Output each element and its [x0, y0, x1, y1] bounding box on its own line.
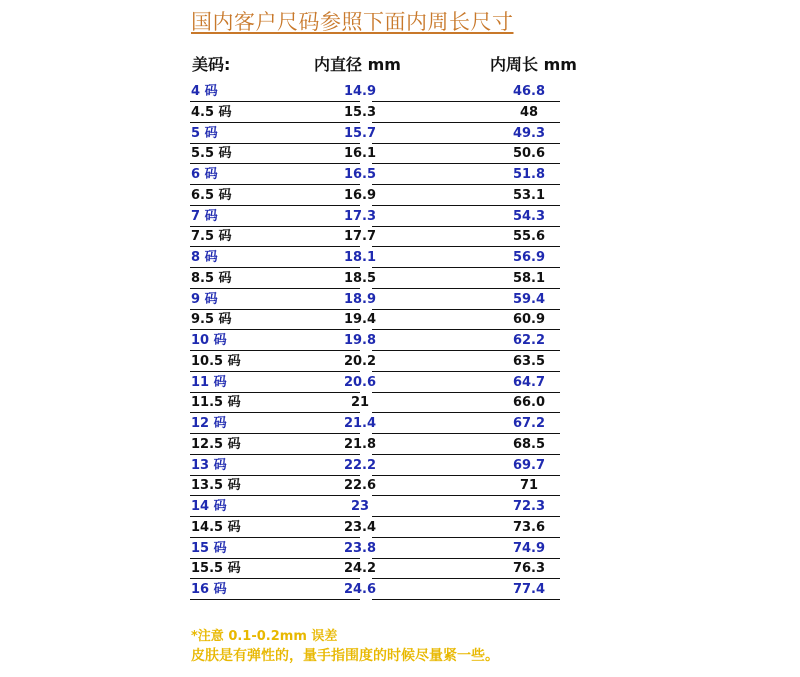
- row-underline-right: [372, 537, 560, 538]
- diameter-cell: 15.3: [343, 104, 377, 120]
- diameter-cell: 18.1: [343, 250, 377, 265]
- row-underline-right: [372, 350, 560, 351]
- table-row: [0, 125, 800, 145]
- size-cell: 14 码: [191, 499, 227, 514]
- circumference-cell: 62.2: [512, 333, 546, 348]
- circumference-cell: 48: [519, 104, 539, 120]
- size-cell: 6.5 码: [191, 187, 232, 203]
- diameter-cell: 23.4: [343, 519, 377, 535]
- circumference-cell: 49.3: [512, 125, 546, 141]
- row-underline-left: [190, 578, 360, 579]
- row-underline-left: [190, 122, 360, 123]
- row-underline-right: [372, 392, 560, 393]
- circumference-cell: 73.6: [512, 519, 546, 535]
- diameter-cell: 21.4: [343, 416, 377, 431]
- row-underline-right: [372, 433, 560, 434]
- circumference-cell: 67.2: [512, 416, 546, 431]
- table-row: [0, 581, 800, 601]
- diameter-cell: 19.8: [343, 333, 377, 348]
- size-cell: 10 码: [191, 333, 227, 348]
- row-underline-right: [372, 475, 560, 476]
- table-row: [0, 353, 800, 373]
- row-underline-left: [190, 537, 360, 538]
- diameter-cell: 23: [350, 499, 370, 514]
- diameter-cell: 20.6: [343, 374, 377, 390]
- row-underline-right: [372, 226, 560, 227]
- size-cell: 6 码: [191, 167, 218, 182]
- circumference-cell: 71: [519, 478, 539, 494]
- diameter-cell: 14.9: [343, 84, 377, 99]
- row-underline-left: [190, 184, 360, 185]
- table-row: [0, 394, 800, 414]
- size-cell: 8 码: [191, 250, 218, 265]
- table-row: [0, 83, 800, 103]
- row-underline-right: [372, 371, 560, 372]
- table-row: [0, 145, 800, 165]
- table-row: [0, 166, 800, 186]
- row-underline-right: [372, 309, 560, 310]
- row-underline-left: [190, 454, 360, 455]
- row-underline-left: [190, 309, 360, 310]
- measuring-tip: 皮肤是有弹性的，量手指围度的时候尽量紧一些。: [191, 648, 499, 664]
- circumference-cell: 77.4: [512, 582, 546, 597]
- table-row: [0, 498, 800, 518]
- size-cell: 15.5 码: [191, 561, 241, 577]
- table-row: [0, 415, 800, 435]
- row-underline-left: [190, 599, 360, 600]
- row-underline-left: [190, 371, 360, 372]
- table-row: [0, 374, 800, 394]
- row-underline-right: [372, 558, 560, 559]
- size-cell: 16 码: [191, 582, 227, 597]
- row-underline-right: [372, 184, 560, 185]
- size-cell: 10.5 码: [191, 353, 241, 369]
- size-cell: 15 码: [191, 540, 227, 556]
- circumference-cell: 46.8: [512, 84, 546, 99]
- page-title: 国内客户尺码参照下面内周长尺寸: [191, 10, 514, 34]
- row-underline-right: [372, 578, 560, 579]
- table-row: [0, 311, 800, 331]
- diameter-cell: 19.4: [343, 312, 377, 328]
- row-underline-left: [190, 495, 360, 496]
- tolerance-note: *注意 0.1-0.2mm 误差: [191, 629, 338, 644]
- circumference-cell: 60.9: [512, 312, 546, 328]
- row-underline-left: [190, 392, 360, 393]
- diameter-cell: 17.7: [343, 229, 377, 245]
- circumference-cell: 53.1: [512, 187, 546, 203]
- size-cell: 13.5 码: [191, 478, 241, 494]
- row-underline-left: [190, 163, 360, 164]
- circumference-cell: 54.3: [512, 208, 546, 224]
- row-underline-left: [190, 205, 360, 206]
- table-row: [0, 104, 800, 124]
- circumference-cell: 69.7: [512, 457, 546, 473]
- size-cell: 7.5 码: [191, 229, 232, 245]
- row-underline-left: [190, 101, 360, 102]
- table-row: [0, 270, 800, 290]
- circumference-cell: 58.1: [512, 270, 546, 286]
- row-underline-left: [190, 329, 360, 330]
- table-row: [0, 477, 800, 497]
- size-cell: 7 码: [191, 208, 218, 224]
- row-underline-left: [190, 288, 360, 289]
- diameter-cell: 23.8: [343, 540, 377, 556]
- diameter-cell: 18.9: [343, 291, 377, 307]
- circumference-cell: 66.0: [512, 395, 546, 411]
- size-cell: 11 码: [191, 374, 227, 390]
- row-underline-left: [190, 412, 360, 413]
- table-row: [0, 457, 800, 477]
- row-underline-right: [372, 163, 560, 164]
- size-cell: 8.5 码: [191, 270, 232, 286]
- diameter-cell: 22.2: [343, 457, 377, 473]
- diameter-cell: 15.7: [343, 125, 377, 141]
- diameter-cell: 24.2: [343, 561, 377, 577]
- size-cell: 9 码: [191, 291, 218, 307]
- size-cell: 13 码: [191, 457, 227, 473]
- row-underline-right: [372, 495, 560, 496]
- size-cell: 5 码: [191, 125, 218, 141]
- header-inner-diameter: 内直径 mm: [314, 55, 401, 74]
- circumference-cell: 76.3: [512, 561, 546, 577]
- table-row: [0, 519, 800, 539]
- circumference-cell: 55.6: [512, 229, 546, 245]
- diameter-cell: 16.1: [343, 146, 377, 162]
- row-underline-right: [372, 122, 560, 123]
- size-cell: 12 码: [191, 416, 227, 431]
- size-cell: 9.5 码: [191, 312, 232, 328]
- diameter-cell: 21.8: [343, 436, 377, 452]
- header-us-size: 美码:: [192, 55, 231, 74]
- row-underline-left: [190, 226, 360, 227]
- row-underline-left: [190, 475, 360, 476]
- table-row: [0, 228, 800, 248]
- table-row: [0, 208, 800, 228]
- row-underline-right: [372, 267, 560, 268]
- circumference-cell: 59.4: [512, 291, 546, 307]
- row-underline-right: [372, 143, 560, 144]
- table-row: [0, 540, 800, 560]
- circumference-cell: 51.8: [512, 167, 546, 182]
- row-underline-right: [372, 516, 560, 517]
- row-underline-right: [372, 246, 560, 247]
- row-underline-left: [190, 516, 360, 517]
- row-underline-left: [190, 143, 360, 144]
- row-underline-right: [372, 599, 560, 600]
- row-underline-right: [372, 412, 560, 413]
- table-row: [0, 187, 800, 207]
- row-underline-left: [190, 558, 360, 559]
- row-underline-left: [190, 350, 360, 351]
- table-row: [0, 560, 800, 580]
- circumference-cell: 72.3: [512, 499, 546, 514]
- row-underline-right: [372, 288, 560, 289]
- diameter-cell: 17.3: [343, 208, 377, 224]
- size-cell: 5.5 码: [191, 146, 232, 162]
- row-underline-right: [372, 454, 560, 455]
- circumference-cell: 68.5: [512, 436, 546, 452]
- header-inner-circumference: 内周长 mm: [490, 55, 577, 74]
- circumference-cell: 63.5: [512, 353, 546, 369]
- row-underline-left: [190, 433, 360, 434]
- size-cell: 14.5 码: [191, 519, 241, 535]
- diameter-cell: 20.2: [343, 353, 377, 369]
- diameter-cell: 16.5: [343, 167, 377, 182]
- diameter-cell: 24.6: [343, 582, 377, 597]
- diameter-cell: 16.9: [343, 187, 377, 203]
- row-underline-right: [372, 205, 560, 206]
- size-cell: 4 码: [191, 84, 218, 99]
- size-cell: 4.5 码: [191, 104, 232, 120]
- row-underline-right: [372, 329, 560, 330]
- size-cell: 11.5 码: [191, 395, 241, 411]
- diameter-cell: 18.5: [343, 270, 377, 286]
- diameter-cell: 22.6: [343, 478, 377, 494]
- row-underline-left: [190, 246, 360, 247]
- circumference-cell: 74.9: [512, 540, 546, 556]
- table-row: [0, 332, 800, 352]
- circumference-cell: 50.6: [512, 146, 546, 162]
- table-row: [0, 249, 800, 269]
- size-cell: 12.5 码: [191, 436, 241, 452]
- row-underline-right: [372, 101, 560, 102]
- circumference-cell: 56.9: [512, 250, 546, 265]
- circumference-cell: 64.7: [512, 374, 546, 390]
- table-row: [0, 436, 800, 456]
- row-underline-left: [190, 267, 360, 268]
- diameter-cell: 21: [350, 395, 370, 411]
- table-row: [0, 291, 800, 311]
